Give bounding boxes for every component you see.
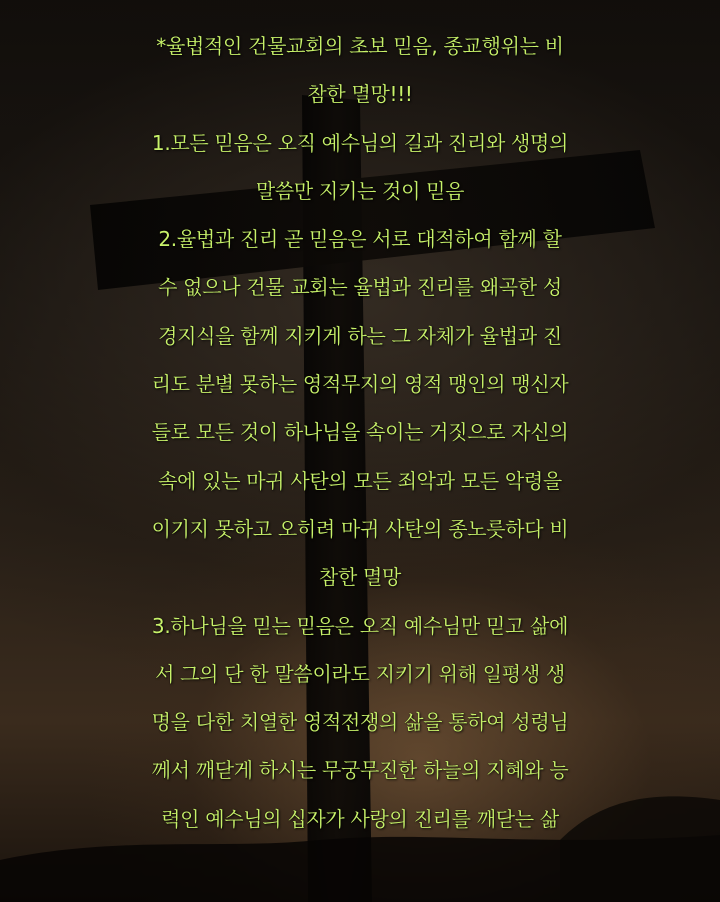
text-line-11: 이기지 못하고 오히려 마귀 사탄의 종노릇하다 비 [151,516,569,541]
text-line-3: 1.모든 믿음은 오직 예수님의 길과 진리와 생명의 [151,130,569,155]
text-line-14: 서 그의 단 한 말씀이라도 지키기 위해 일평생 생 [155,661,565,686]
sermon-text [0,22,720,843]
text-line-2: 참한 멸망!!! [307,82,413,107]
text-line-7: 경지식을 함께 지키게 하는 그 자체가 율법과 진 [158,323,562,348]
text-line-8: 리도 분별 못하는 영적무지의 영적 맹인의 맹신자 [151,372,569,397]
text-line-16: 께서 깨닫게 하시는 무궁무진한 하늘의 지혜와 능 [151,758,569,783]
text-line-13: 3.하나님을 믿는 믿음은 오직 예수님만 믿고 삶에 [151,613,569,638]
text-line-5: 2.율법과 진리 곧 믿음은 서로 대적하여 함께 할 [158,227,562,252]
text-line-10: 속에 있는 마귀 사탄의 모든 죄악과 모든 악령을 [158,468,562,493]
text-line-6: 수 없으나 건물 교회는 율법과 진리를 왜곡한 성 [158,275,562,300]
text-line-15: 명을 다한 치열한 영적전쟁의 삶을 통하여 성령님 [151,710,569,735]
text-line-4: 말씀만 지키는 것이 믿음 [255,178,465,203]
text-line-9: 들로 모든 것이 하나님을 속이는 거짓으로 자신의 [151,420,569,445]
text-line-1: *율법적인 건물교회의 초보 믿음, 종교행위는 비 [156,34,564,58]
text-line-17: 력인 예수님의 십자가 사랑의 진리를 깨닫는 삶 [161,806,559,831]
text-line-12: 참한 멸망 [318,565,402,590]
